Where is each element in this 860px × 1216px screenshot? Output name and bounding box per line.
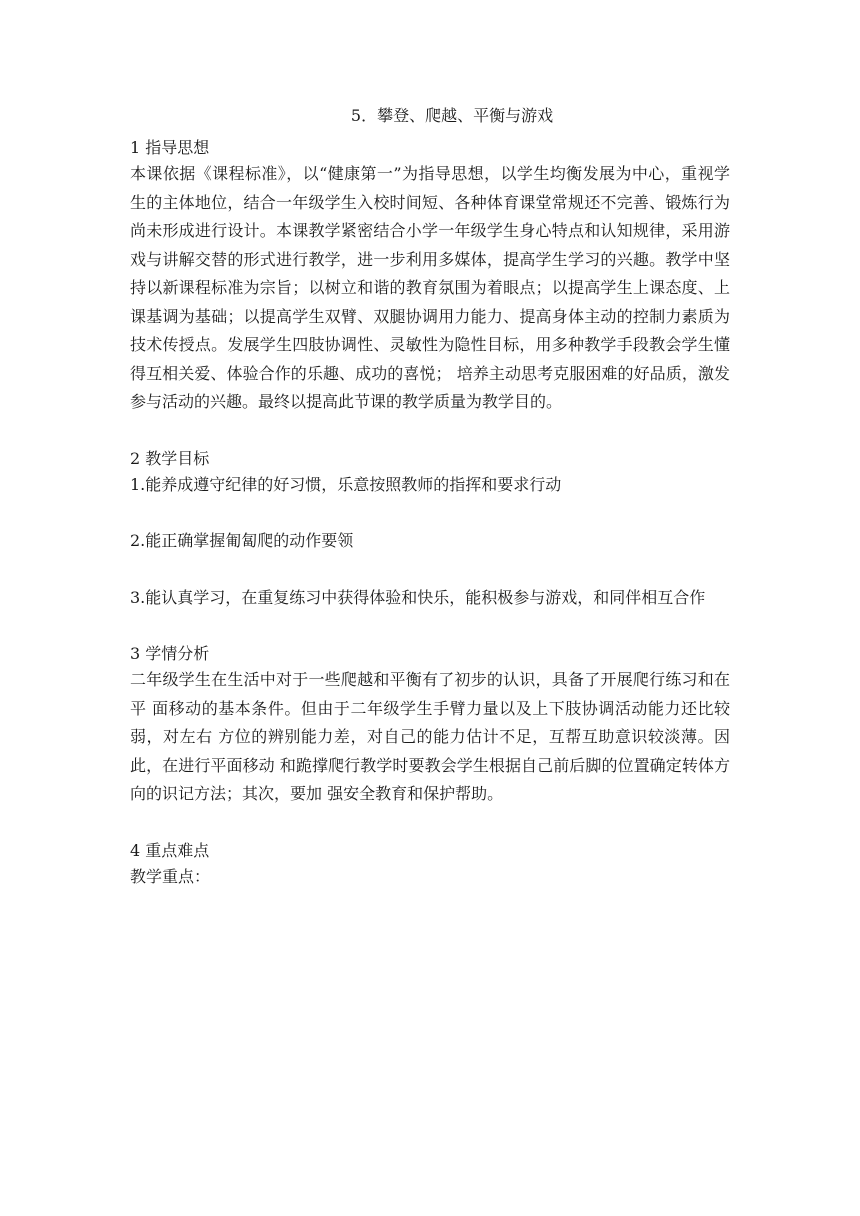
section-paragraph-student-analysis: 二年级学生在生活中对于一些爬越和平衡有了初步的认识，具备了开展爬行练习和在平 面移动的基本条件。但由于二年级学生手臂力量以及上下肢协调活动能力还比较弱，对左右 方位的辨别能力差，对自己的能力估计不足，互帮互助意识较淡薄。因此，在进行平面移动 和跪撑爬行教学时要教会学生根据自己前后脚的位置确定转体方向的识记方法；其次，要加 强安全教育和保护帮助。 [130,670,730,803]
teaching-goal-item: 2.能正确掌握匍匐爬的动作要领 [130,531,354,550]
section-heading-key-difficulties: 4 重点难点 [130,840,210,860]
section-heading-guiding-ideology: 1 指导思想 [130,138,210,157]
teaching-goal-item: 1.能养成遵守纪律的好习惯，乐意按照教师的指挥和要求行动 [130,474,562,494]
spacer [130,809,730,839]
spacer [130,417,730,447]
spacer [130,612,730,642]
spacer [130,499,730,527]
teaching-goal-item: 3.能认真学习，在重复练习中获得体验和快乐，能积极参与游戏，和同伴相互合作 [130,587,706,607]
section-heading-teaching-goals: 2 教学目标 [130,448,210,468]
spacer [130,556,730,584]
section-paragraph-guiding-ideology: 本课依据《课程标准》，以“健康第一”为指导思想，以学生均衡发展为中心，重视学生的主体地位，结合一年级学生入校时间短、各种体育课堂常规还不完善、锻炼行为尚未形成进行设计。本课教学紧密结合小学一年级学生身心特点和认知规律，采用游戏与讲解交替的形式进行教学，进一步利用多媒体，提高学生学习的兴趣。教学中坚持以新课程标准为宗旨；以树立和谐的教育氛围为着眼点；以提高学生上课态度、上课基调为基础；以提高学生双臂、双腿协调用力能力、提高身体主动的控制力素质为技术传授点。发展学生四肢协调性、灵敏性为隐性目标，用多种教学手段教会学生懂得互相关爱、体验合作的乐趣、成功的喜悦； 培养主动思考克服困难的好品质，激发参与活动的兴趣。最终以提高此节课的教学质量为教学目的。 [130,164,730,411]
document-title: 5．攀登、爬越、平衡与游戏 [350,106,554,125]
section-heading-student-analysis: 3 学情分析 [130,644,210,663]
section-subheading-teaching-focus: 教学重点： [130,866,211,886]
document-page [130,104,730,891]
